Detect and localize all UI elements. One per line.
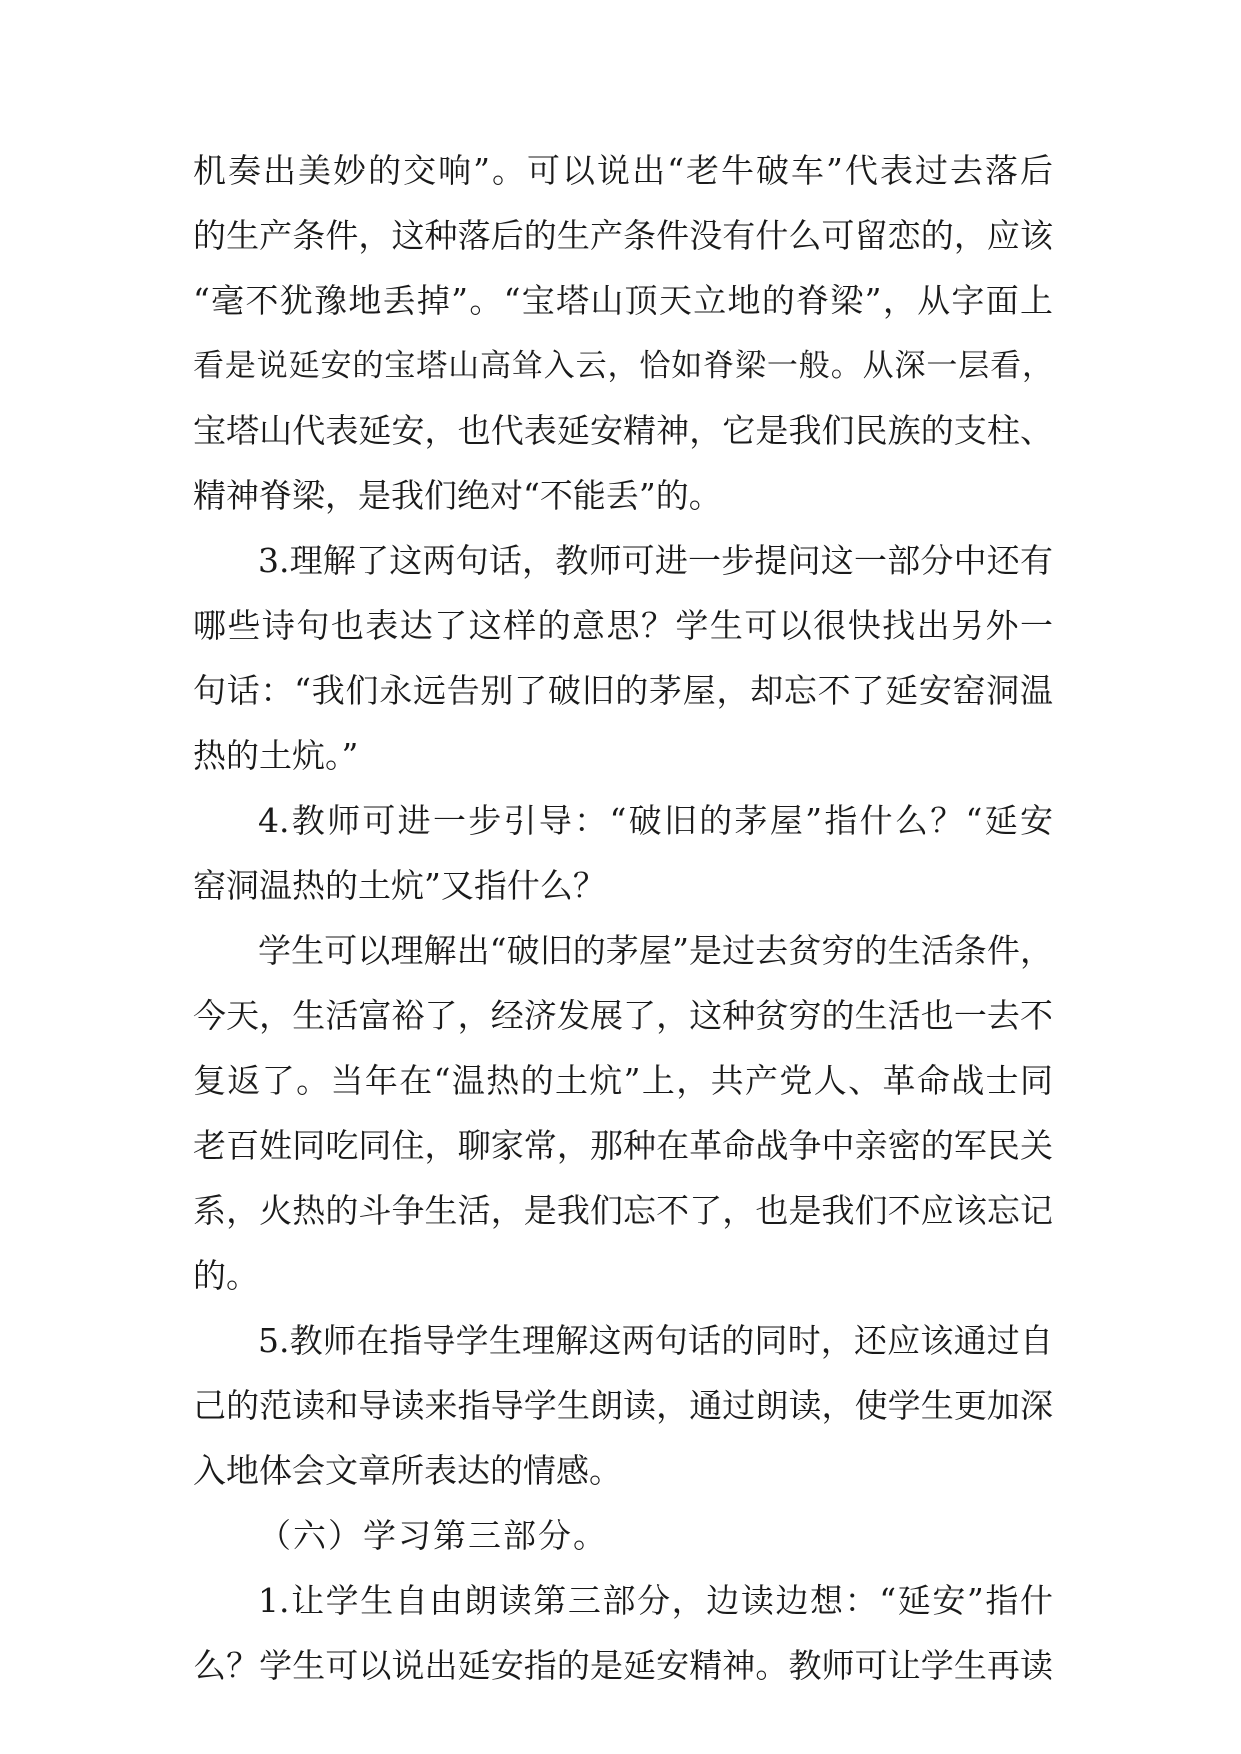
text-line-15: 复返了。当年在“温热的土炕”上，共产党人、革命战士同 xyxy=(193,1061,1053,1100)
text-line-5: 宝塔山代表延安，也代表延安精神，它是我们民族的支柱、 xyxy=(193,411,1053,450)
text-line-17: 系，火热的斗争生活，是我们忘不了，也是我们不应该忘记 xyxy=(193,1191,1053,1230)
text-line-19: 5.教师在指导学生理解这两句话的同时，还应该通过自 xyxy=(258,1321,1053,1360)
text-line-10: 热的土炕。” xyxy=(193,736,359,775)
text-line-1: 机奏出美妙的交响”。可以说出“老牛破车”代表过去落后 xyxy=(193,151,1053,190)
text-line-9: 句话：“我们永远告别了破旧的茅屋，却忘不了延安窑洞温 xyxy=(193,671,1053,710)
text-line-23: 1.让学生自由朗读第三部分，边读边想：“延安”指什 xyxy=(258,1581,1053,1620)
text-line-24: 么？学生可以说出延安指的是延安精神。教师可让学生再读 xyxy=(193,1646,1053,1685)
text-line-7: 3.理解了这两句话，教师可进一步提问这一部分中还有 xyxy=(258,541,1053,580)
text-line-13: 学生可以理解出“破旧的茅屋”是过去贫穷的生活条件， xyxy=(258,931,1053,970)
text-line-8: 哪些诗句也表达了这样的意思？学生可以很快找出另外一 xyxy=(193,606,1053,645)
section-heading: （六）学习第三部分。 xyxy=(258,1516,608,1555)
text-line-20: 己的范读和导读来指导学生朗读，通过朗读，使学生更加深 xyxy=(193,1386,1053,1425)
text-line-6: 精神脊梁，是我们绝对“不能丢”的。 xyxy=(193,476,722,515)
text-line-18: 的。 xyxy=(193,1256,259,1295)
text-line-3: “毫不犹豫地丢掉”。“宝塔山顶天立地的脊梁”，从字面上 xyxy=(193,281,1053,320)
text-line-11: 4.教师可进一步引导：“破旧的茅屋”指什么？“延安 xyxy=(258,801,1053,840)
text-line-14: 今天，生活富裕了，经济发展了，这种贫穷的生活也一去不 xyxy=(193,996,1053,1035)
text-line-12: 窑洞温热的土炕”又指什么？ xyxy=(193,866,606,905)
text-line-16: 老百姓同吃同住，聊家常，那种在革命战争中亲密的军民关 xyxy=(193,1126,1053,1165)
text-line-21: 入地体会文章所表达的情感。 xyxy=(193,1451,622,1490)
text-line-2: 的生产条件，这种落后的生产条件没有什么可留恋的，应该 xyxy=(193,216,1053,255)
text-line-4: 看是说延安的宝塔山高耸入云，恰如脊梁一般。从深一层看， xyxy=(193,348,1053,384)
